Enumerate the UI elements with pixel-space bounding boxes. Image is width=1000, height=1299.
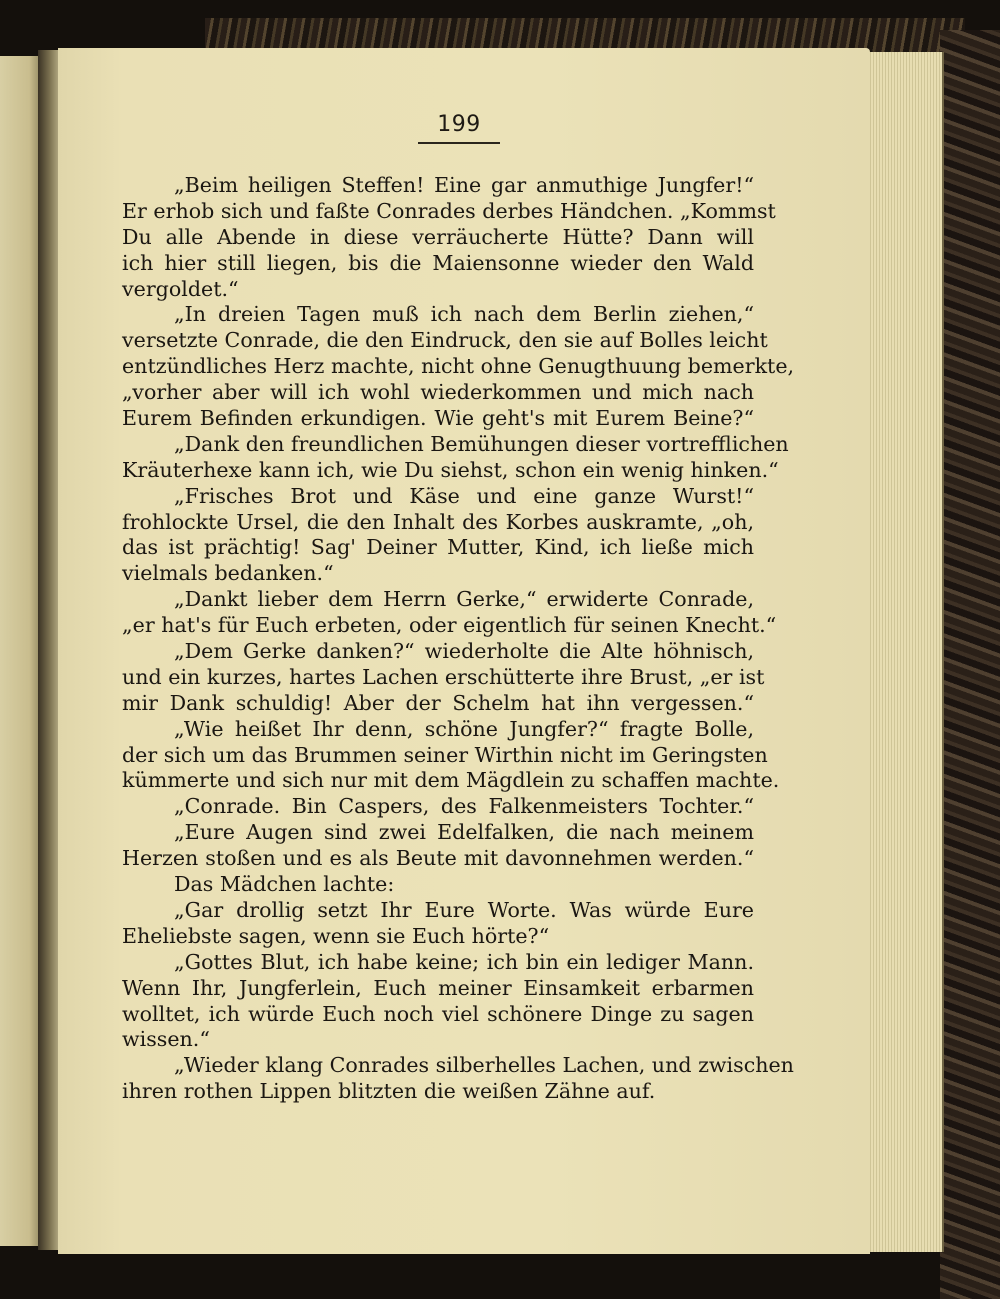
text-line: „Wieder klang Conrades silberhelles Lachen, und zwischen: [174, 1053, 794, 1078]
text-line: Er erhob sich und faßte Conrades derbes Händchen. „Kommst: [122, 198, 776, 223]
text-line: „Eure Augen sind zwei Edelfalken, die nach meinem: [174, 820, 754, 845]
text-line: „Wie heißet Ihr denn, schöne Jungfer?“ fragte Bolle,: [174, 716, 754, 741]
text-line: Herzen stoßen und es als Beute mit davonnehmen werden.“: [122, 846, 754, 871]
text-line: und ein kurzes, hartes Lachen erschütterte ihre Brust, „er ist: [122, 664, 765, 689]
text-line: das ist prächtig! Sag' Deiner Mutter, Kind, ich ließe mich: [122, 535, 754, 560]
book-cover-edge-right: [940, 30, 1000, 1299]
page-number-rule: [418, 142, 500, 144]
text-line: vielmals bedanken.“: [122, 561, 334, 586]
text-line: mir Dank schuldig! Aber der Schelm hat ihn vergessen.“: [122, 690, 754, 715]
text-line: „Gottes Blut, ich habe keine; ich bin ein lediger Mann.: [174, 949, 754, 974]
text-line: Kräuterhexe kann ich, wie Du siehst, schon ein wenig hinken.“: [122, 457, 779, 482]
text-line: Wenn Ihr, Jungferlein, Euch meiner Einsamkeit erbarmen: [122, 975, 754, 1000]
text-line: versetzte Conrade, die den Eindruck, den sie auf Bolles leicht: [122, 328, 768, 353]
text-line: „Frisches Brot und Käse und eine ganze Wurst!“: [174, 483, 754, 508]
text-line: „vorher aber will ich wohl wiederkommen und mich nach: [122, 380, 754, 405]
text-line: Du alle Abende in diese verräucherte Hütte? Dann will: [122, 224, 754, 249]
text-line: „Dank den freundlichen Bemühungen dieser vortrefflichen: [174, 431, 789, 456]
left-page-edge: [0, 56, 42, 1246]
page-block-edges: [868, 52, 944, 1252]
text-line: „er hat's für Euch erbeten, oder eigentlich für seinen Knecht.“: [122, 613, 777, 638]
text-line: „Gar drollig setzt Ihr Eure Worte. Was würde Eure: [174, 897, 754, 922]
text-line: der sich um das Brummen seiner Wirthin nicht im Geringsten: [122, 742, 768, 767]
text-line: frohlockte Ursel, die den Inhalt des Korbes auskramte, „oh,: [122, 509, 754, 534]
text-line: vergoldet.“: [122, 276, 239, 301]
text-line: ich hier still liegen, bis die Maiensonne wieder den Wald: [122, 250, 754, 275]
text-line: wolltet, ich würde Euch noch viel schönere Dinge zu sagen: [122, 1001, 754, 1026]
text-line: „Dem Gerke danken?“ wiederholte die Alte höhnisch,: [174, 639, 754, 664]
text-line: kümmerte und sich nur mit dem Mägdlein zu schaffen machte.: [122, 768, 780, 793]
text-line: entzündliches Herz machte, nicht ohne Genugthuung bemerkte,: [122, 354, 795, 379]
text-line: wissen.“: [122, 1027, 210, 1052]
text-line: „Conrade. Bin Caspers, des Falkenmeisters Tochter.“: [174, 794, 754, 819]
text-line: ihren rothen Lippen blitzten die weißen Zähne auf.: [122, 1079, 656, 1104]
text-line: „In dreien Tagen muß ich nach dem Berlin ziehen,“: [174, 302, 754, 327]
body-text: [122, 173, 795, 1105]
text-line: Das Mädchen lachte:: [174, 872, 395, 897]
text-line: „Dankt lieber dem Herrn Gerke,“ erwiderte Conrade,: [174, 587, 754, 612]
text-line: Eurem Befinden erkundigen. Wie geht's mit Eurem Beine?“: [122, 406, 754, 431]
text-line: „Beim heiligen Steffen! Eine gar anmuthige Jungfer!“: [174, 173, 754, 197]
page-number: 199: [437, 112, 481, 137]
text-line: Eheliebste sagen, wenn sie Euch hörte?“: [122, 923, 550, 948]
